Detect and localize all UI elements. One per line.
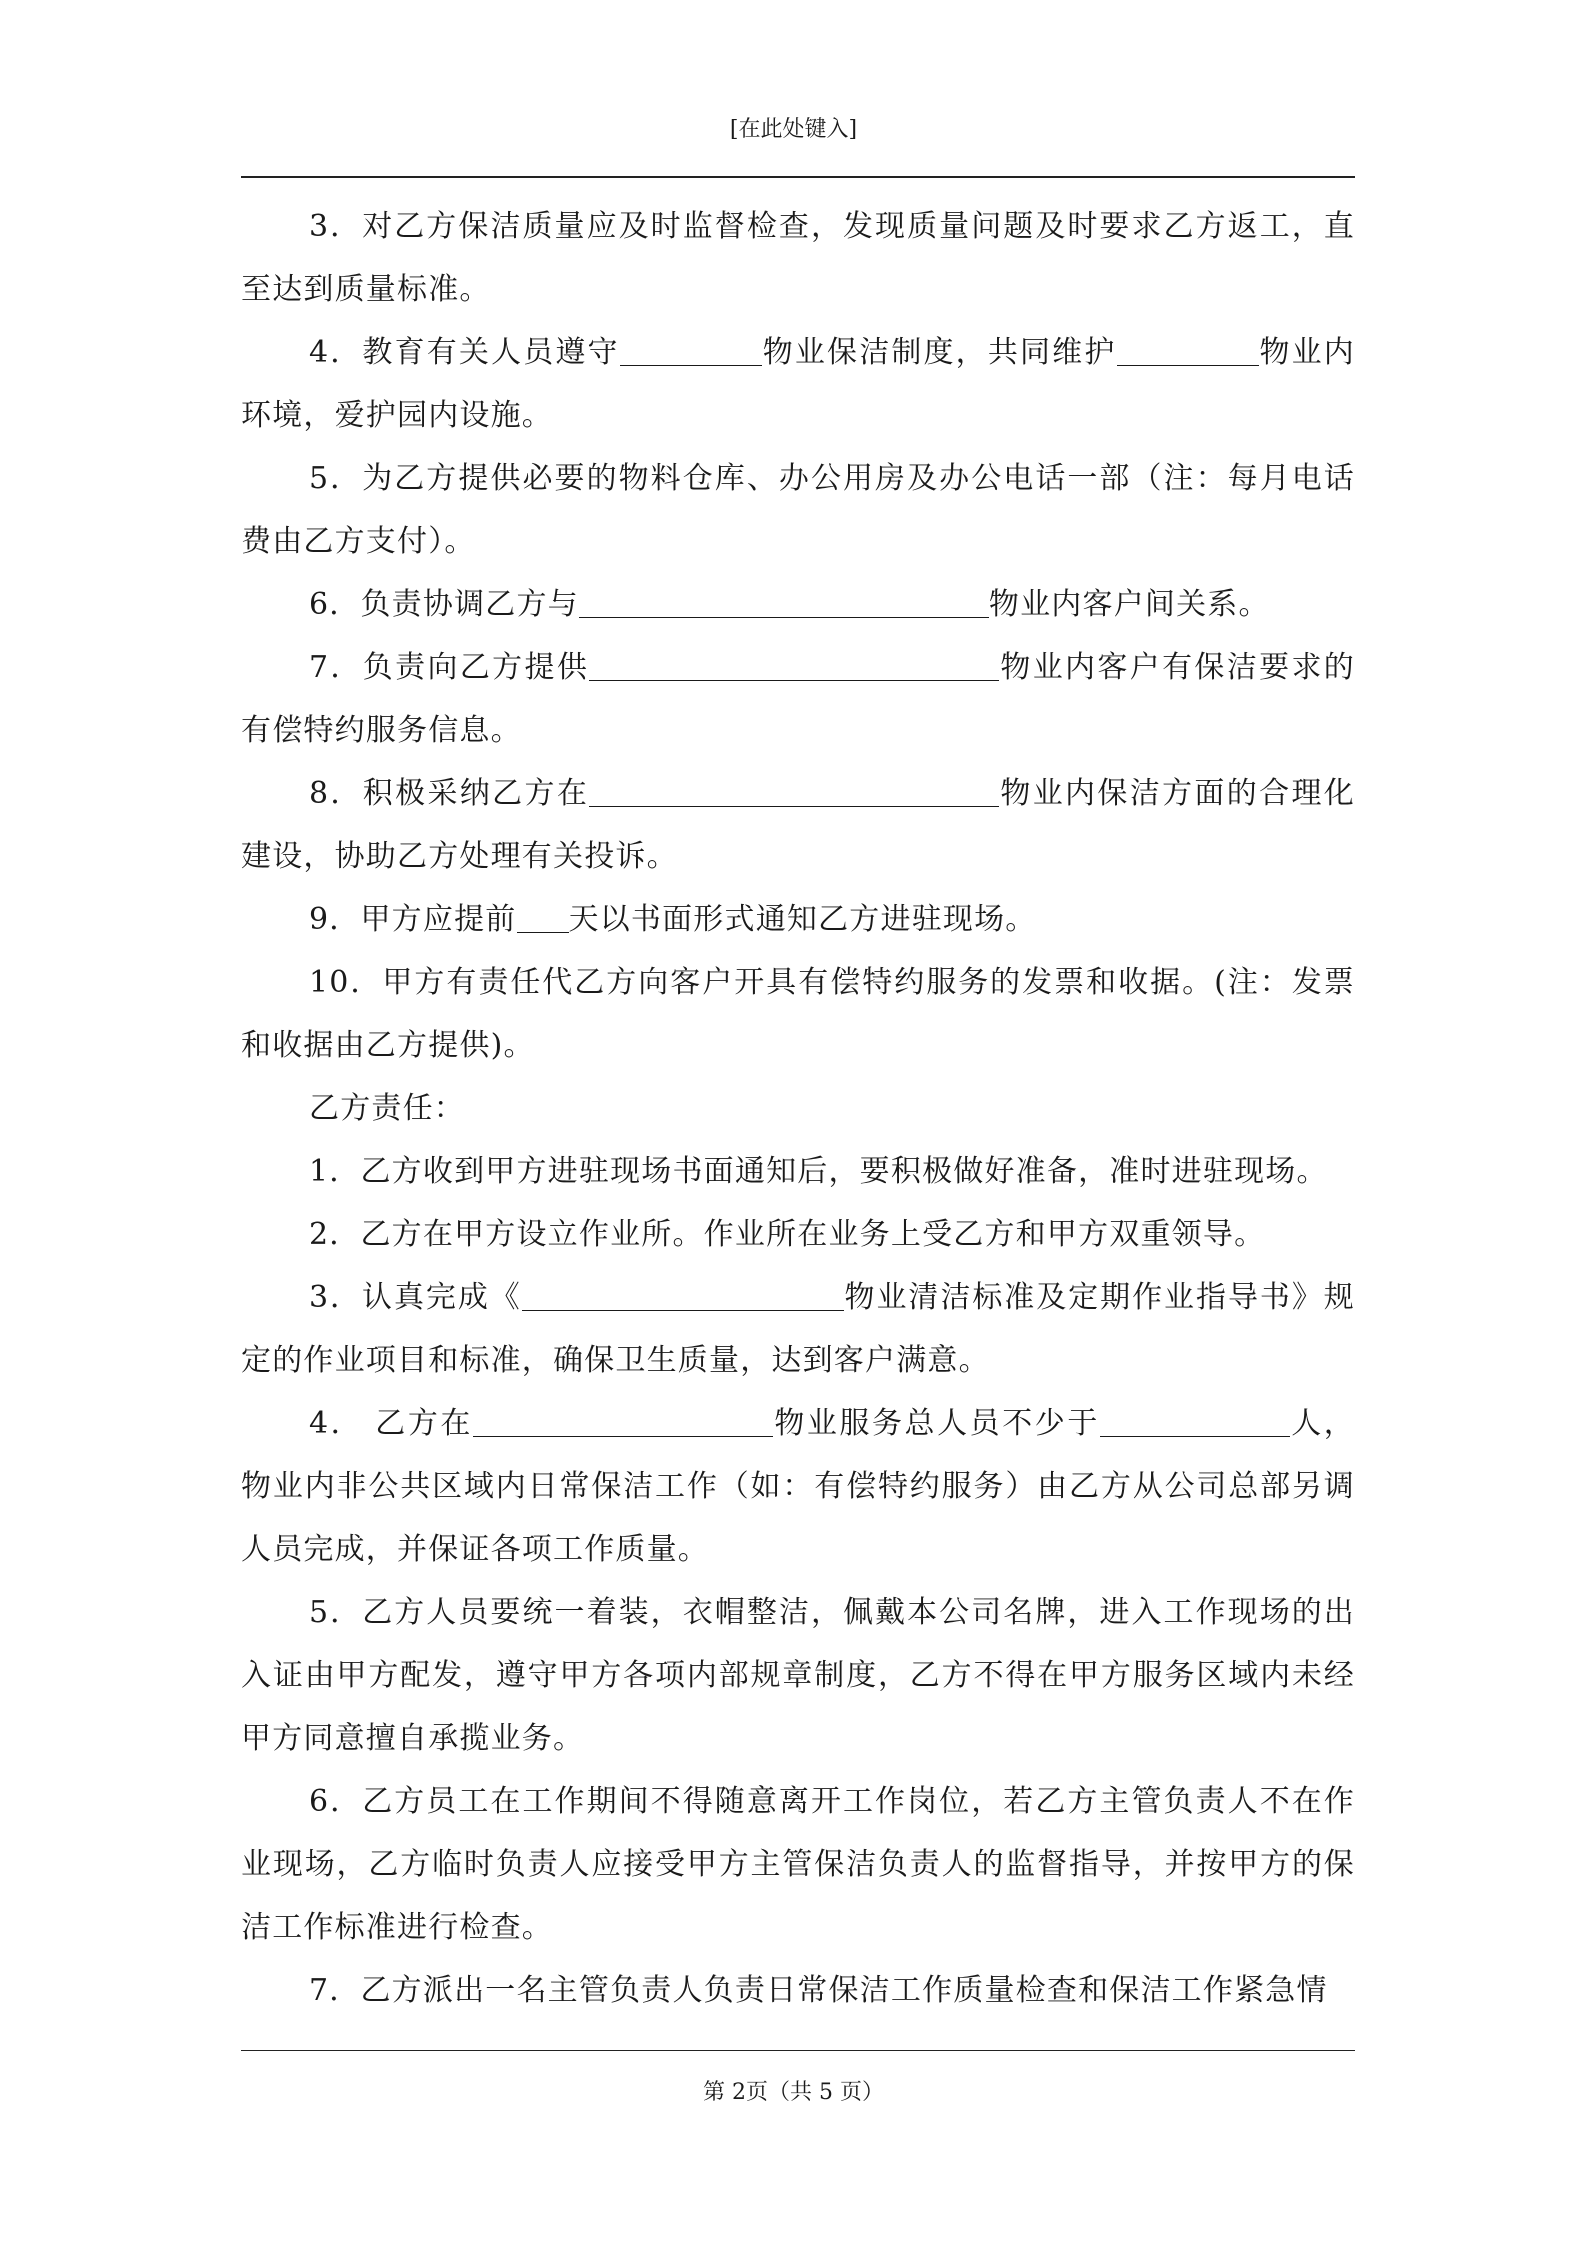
footer-rule [241,2050,1355,2051]
paragraph: 3．认真完成《 物业清洁标准及定期作业指导书》规定的作业项目和标准，确保卫生质量，达到客户满意。 [241,1280,1355,1378]
page-footer: 第 2页（共 5 页） [703,2080,884,2105]
fill-blank[interactable] [473,1406,773,1437]
paragraph: 3．对乙方保洁质量应及时监督检查，发现质量问题及时要求乙方返工，直至达到质量标准。 [241,209,1355,307]
paragraph: 5．乙方人员要统一着装，衣帽整洁，佩戴本公司名牌，进入工作现场的出入证由甲方配发，遵守甲方各项内部规章制度，乙方不得在甲方服务区域内未经甲方同意擅自承揽业务。 [241,1595,1355,1756]
paragraph: 9．甲方应提前 天以书面形式通知乙方进驻现场。 [309,902,1037,937]
paragraph: 6．乙方员工在工作期间不得随意离开工作岗位，若乙方主管负责人不在作业现场，乙方临时负责人应接受甲方主管保洁负责人的监督指导，并按甲方的保洁工作标准进行检查。 [241,1784,1355,1945]
fill-blank[interactable] [1100,1406,1290,1437]
page-header: [在此处键入] [729,117,858,142]
fill-blank[interactable] [589,650,999,681]
fill-blank[interactable] [517,902,569,933]
paragraph: 7．负责向乙方提供 物业内客户有保洁要求的有偿特约服务信息。 [241,650,1356,748]
paragraph: 1．乙方收到甲方进驻现场书面通知后，要积极做好准备，准时进驻现场。 [309,1154,1328,1189]
fill-blank[interactable] [589,776,999,807]
paragraph: 2．乙方在甲方设立作业所。作业所在业务上受乙方和甲方双重领导。 [309,1217,1266,1252]
paragraph: 10．甲方有责任代乙方向客户开具有偿特约服务的发票和收据。(注：发票和收据由乙方提供)。 [241,965,1355,1063]
paragraph: 8．积极采纳乙方在 物业内保洁方面的合理化建设，协助乙方处理有关投诉。 [241,776,1356,874]
section-heading: 乙方责任： [309,1091,465,1126]
header-rule [241,176,1355,178]
paragraph: 5．为乙方提供必要的物料仓库、办公用房及办公电话一部（注：每月电话费由乙方支付）。 [241,461,1355,559]
fill-blank[interactable] [620,335,762,366]
document-body [241,195,1355,2022]
fill-blank[interactable] [579,587,989,618]
paragraph: 6．负责协调乙方与 物业内客户间关系。 [309,587,1270,622]
paragraph: 4．教育有关人员遵守 物业保洁制度，共同维护 物业内环境，爱护园内设施。 [241,335,1355,433]
paragraph: 7．乙方派出一名主管负责人负责日常保洁工作质量检查和保洁工作紧急情 [309,1973,1328,2008]
fill-blank[interactable] [1117,335,1259,366]
fill-blank[interactable] [522,1280,844,1311]
paragraph: 4． 乙方在 物业服务总人员不少于 人，物业内非公共区域内日常保洁工作（如：有偿特约服务）由乙方从公司总部另调人员完成，并保证各项工作质量。 [241,1406,1356,1567]
